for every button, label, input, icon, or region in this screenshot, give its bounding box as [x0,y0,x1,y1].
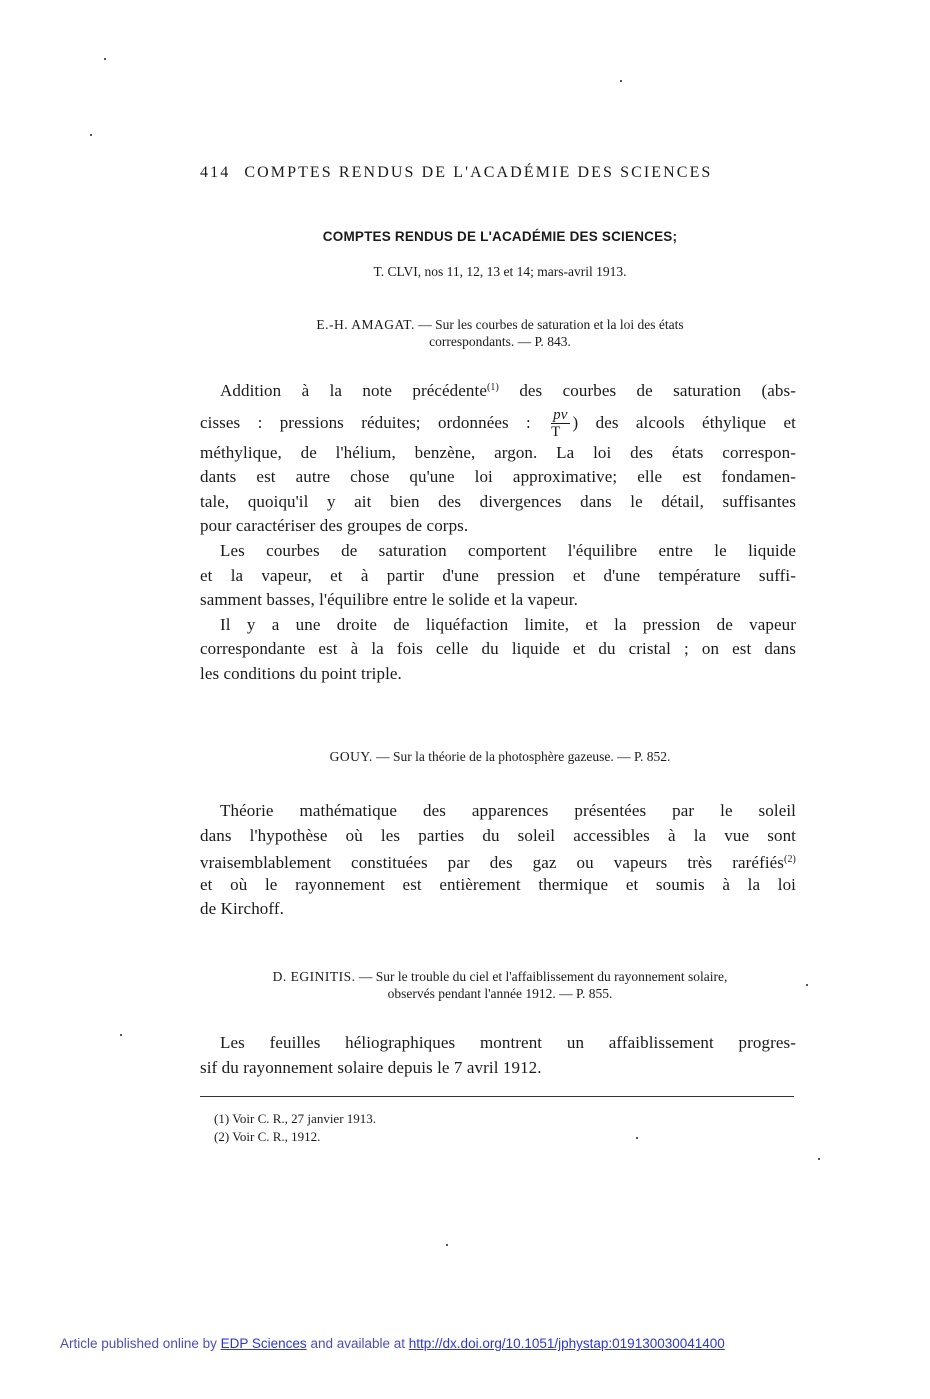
scan-speck [90,134,92,136]
footnote-mark: (1) [214,1111,230,1126]
entry-head-amagat [200,316,800,350]
text-line: et où le rayonnement est entièrement thermique et soumis à la loi [200,874,796,894]
scan-speck [120,1034,122,1036]
text-line: pour caractériser des groupes de corps. [200,516,469,536]
entry-title: — Sur les courbes de saturation et la loi des états [418,317,684,332]
entry-title: — Sur la théorie de la photosphère gazeuse. — P. 852. [376,749,671,764]
footnote-ref: (1) [487,382,499,393]
text-line: samment basses, l'équilibre entre le solide et la vapeur. [200,590,578,610]
publication-notice: Article published online by EDP Sciences and available at http://dx.doi.org/10.1051/jphystap:019130030041400 [60,1336,725,1351]
issue-line: T. CLVI, nos 11, 12, 13 et 14; mars-avril 1913. [373,264,627,279]
scan-speck [620,80,622,82]
footnote-mark: (2) [214,1129,230,1144]
entry-abstract-gouy [200,799,796,922]
fraction: $\frac{pv}{T}$ [551,407,568,441]
text-line: dans l'hypothèse où les parties du soleil accessibles à la vue sont [200,825,796,845]
scan-speck [806,984,808,986]
scan-speck [818,1158,820,1160]
text-line: et la vapeur, et à partir d'une pression et d'une température suffi- [200,565,796,585]
text-line: tale, quoiqu'il y ait bien des divergences dans le détail, suffisantes [200,491,796,511]
text-line: méthylique, de l'hélium, benzène, argon. La loi des états correspon- [200,442,796,462]
entry-author: GOUY. [329,749,373,764]
entry-title-cont: correspondants. — P. 843. [429,334,571,349]
footnote-2 [214,1129,320,1145]
footnote-text: Voir C. R., 27 janvier 1913. [232,1111,377,1126]
text-line: les conditions du point triple. [200,663,402,683]
section-title: COMPTES RENDUS DE L'ACADÉMIE DES SCIENCES; [322,229,678,244]
scan-speck [104,58,106,60]
footnote-ref: (2) [784,854,796,866]
entry-author: E.-H. AMAGAT. [316,317,415,332]
footnote-rule [200,1096,794,1097]
text-line: cisses : pressions réduites; ordonnées : $\frac{pv}{T}$ ) des alcools éthylique et [200,407,796,441]
entry-abstract-amagat [200,376,796,687]
text-line: sif du rayonnement solaire depuis le 7 avril 1912. [200,1057,542,1077]
text-line: vraisemblablement constituées par des gaz ou vapeurs très raréfiés$^{(2)}$ [200,853,796,873]
text-line: dants est autre chose qu'une loi approximative; elle est fondamen- [200,467,796,487]
text-line: Théorie mathématique des apparences présentées par le soleil [220,801,796,820]
running-head-title: COMPTES RENDUS DE L'ACADÉMIE DES SCIENCES [244,164,713,181]
publisher-link[interactable]: EDP Sciences [220,1336,307,1351]
footnote-text: Voir C. R., 1912. [232,1129,321,1144]
doi-link[interactable]: http://dx.doi.org/10.1051/jphystap:019130030041400 [408,1336,725,1351]
text-line: de Kirchoff. [200,899,284,919]
page-number: 414 [200,164,231,181]
entry-head-gouy [200,748,800,765]
text-line: Addition à la note précédente$^{(1)}$ des courbes de saturation (abs- [220,381,796,400]
running-head [200,164,760,182]
entry-head-eginitis [200,968,800,1002]
entry-author: D. EGINITIS. [272,969,356,984]
entry-title: — Sur le trouble du ciel et l'affaiblissement du rayonnement solaire, [358,969,728,984]
footnote-1 [214,1111,376,1127]
entry-title-cont: observés pendant l'année 1912. — P. 855. [387,986,613,1001]
scan-speck [446,1244,448,1246]
scan-speck [636,1137,638,1139]
text-line: Il y a une droite de liquéfaction limite, et la pression de vapeur [220,614,796,634]
entry-abstract-eginitis [200,1031,796,1080]
text-line: Les courbes de saturation comportent l'équilibre entre le liquide [220,540,796,560]
text-line: correspondante est à la fois celle du liquide et du cristal ; on est dans [200,639,796,659]
text-line: Les feuilles héliographiques montrent un affaiblissement progres- [220,1033,796,1052]
